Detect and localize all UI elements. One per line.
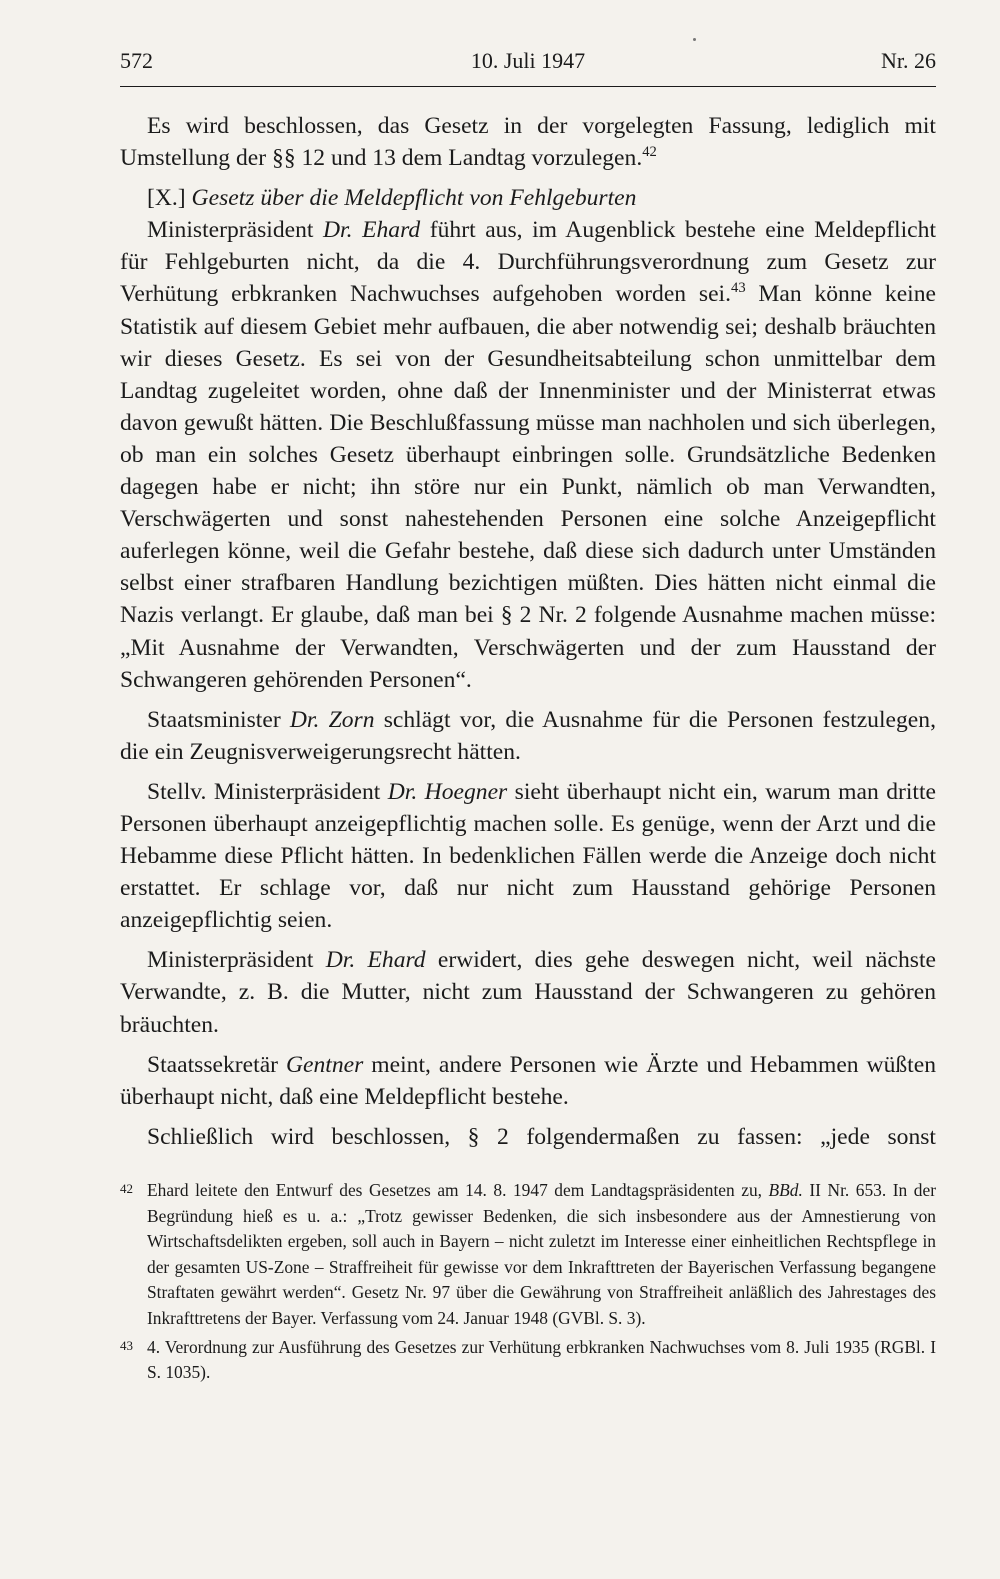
speaker-name: Dr. Ehard — [325, 947, 426, 974]
paragraph-text: erwidert, dies gehe deswegen nicht, weil nächste Verwandte, z. B. die Mutter, nicht zum Hausstand der Schwangeren zu gehören bräuchten. — [120, 947, 937, 1038]
paragraph-gentner — [120, 1049, 936, 1113]
speaker-name: Dr. Zorn — [289, 706, 375, 733]
section-title: Gesetz über die Meldepflicht von Fehlgeburten — [185, 185, 637, 212]
paragraph-text: schlägt vor, die Ausnahme für die Personen festzulegen, die ein Zeugnisverweigerungsrecht hätten. — [120, 706, 936, 765]
speaker-name: Gentner — [285, 1051, 364, 1078]
footnote-ref-43: 43 — [731, 280, 746, 297]
paragraph-text: führt aus, im Augenblick bestehe eine Meldepflicht für Fehlgeburten nicht, da die 4. Durchführungsverordnung zum Gesetz zur Verhütung erbkranken Nachwuchses aufgehoben worden sei. — [120, 217, 936, 308]
header-date: 10. Juli 1947 — [470, 48, 586, 73]
paragraph-hoegner — [120, 776, 936, 936]
footnote-source: BBd. — [768, 1180, 803, 1200]
paragraph-text: sieht überhaupt nicht ein, warum man dritte Personen überhaupt anzeigepflichtig machen solle. Es genüge, wenn der Arzt und die Hebamme diese Pflicht hätten. In bedenklichen Fällen werde die Anzeige doch nicht erstattet. Er schlage vor, daß nur nicht zum Hausstand gehörige Personen anzeigepflichtig seien. — [120, 778, 936, 934]
footnote-text: II Nr. 653. In der Begründung hieß es u. a.: „Trotz gewisser Bedenken, die sich insbesondere aus der Amnestierung von Wirtschaftsdelikten ergeben, soll auch in Bayern – nicht zuletzt im Interesse einer einheitlichen Rechtspflege in der gesamten US-Zone – Straffreiheit für gewisse vor dem Inkrafttreten der Bayerischen Verfassung begangene Straftaten gewährt werden“. Gesetz Nr. 97 über die Gewährung von Straffreiheit anläßlich des Jahrestages des Inkrafttretens der Bayer. Verfassung vom 24. Januar 1948 (GVBl. S. 3). — [147, 1180, 936, 1328]
paragraph-final-resolution — [120, 1121, 936, 1153]
paragraph-ehard — [120, 214, 936, 695]
section-heading — [120, 182, 936, 214]
scan-speck — [693, 38, 696, 41]
speaker-name: Dr. Ehard — [323, 217, 421, 244]
footnote-number: 43 — [120, 1337, 133, 1353]
speaker-name: Dr. Hoegner — [387, 778, 508, 805]
paragraph-text: Stellv. Ministerpräsident — [147, 778, 388, 805]
paragraph-text: Ministerpräsident — [147, 217, 324, 244]
paragraph-text: Schließlich wird beschlossen, § 2 folgendermaßen zu fassen: „jede sonst — [147, 1123, 936, 1150]
paragraph-text: Staatsminister — [147, 706, 290, 733]
paragraph-ehard-reply — [120, 944, 936, 1040]
paragraph-text: Ministerpräsident — [147, 947, 326, 974]
header-rule — [120, 86, 936, 87]
paragraph-text: Staatssekretär — [147, 1051, 286, 1078]
footnote-42 — [120, 1178, 936, 1332]
paragraph-zorn — [120, 704, 936, 768]
footnote-ref-42: 42 — [642, 144, 657, 161]
body-text — [120, 110, 936, 1161]
footnotes — [120, 1178, 936, 1389]
footnote-43 — [120, 1335, 936, 1386]
paragraph-text: Es wird beschlossen, das Gesetz in der vorgelegten Fassung, lediglich mit Umstellung der §§ 12 und 13 dem Landtag vorzulegen. — [120, 113, 936, 172]
page-number: 572 — [120, 48, 153, 73]
issue-number: Nr. 26 — [881, 48, 936, 73]
paragraph-text: Man könne keine Statistik auf diesem Gebiet mehr aufbauen, die aber notwendig sei; deshalb bräuchten wir dieses Gesetz. Es sei von der Gesundheitsabteilung schon unmittelbar dem Landtag zugeleitet worden, ohne daß der Innenminister und der Ministerrat etwas davon gewußt hätten. Die Beschlußfassung müsse man nachholen und sich überlegen, ob man ein solches Gesetz überhaupt einbringen solle. Grundsätzliche Bedenken dagegen habe er nicht; ihn störe nur ein Punkt, nämlich ob man Verwandten, Verschwägerten und sonst nahestehenden Personen eine solche Anzeigepflicht auferlegen könne, weil die Gefahr bestehe, daß diese sich dadurch unter Umständen selbst einer strafbaren Handlung bezichtigen müßten. Dies hätten nicht einmal die Nazis verlangt. Er glaube, daß man bei § 2 Nr. 2 folgende Ausnahme machen müsse: „Mit Ausnahme der Verwandten, Verschwägerten und der zum Hausstand der Schwangeren gehörenden Personen“. — [120, 281, 936, 693]
running-header — [120, 48, 936, 82]
paragraph-resolution — [120, 110, 936, 174]
section-number: [X.] — [147, 185, 186, 212]
footnote-text: Ehard leitete den Entwurf des Gesetzes am 14. 8. 1947 dem Landtagspräsidenten zu, — [147, 1180, 769, 1200]
footnote-number: 42 — [120, 1181, 133, 1196]
footnote-text: 4. Verordnung zur Ausführung des Gesetzes zur Verhütung erbkranken Nachwuchses vom 8. Juli 1935 (RGBl. I S. 1035). — [147, 1336, 936, 1383]
paragraph-text: meint, andere Personen wie Ärzte und Hebammen wüßten überhaupt nicht, daß eine Meldepflicht bestehe. — [120, 1051, 936, 1110]
